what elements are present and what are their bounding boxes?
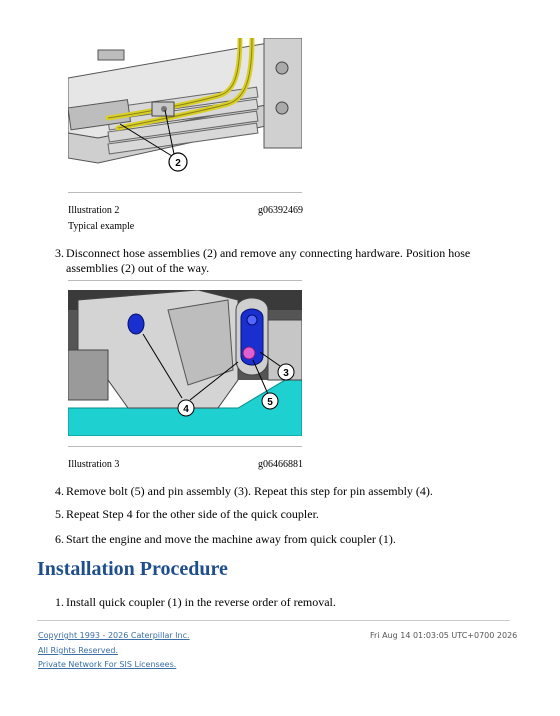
callout-4-label: 4 [183,404,189,415]
step-number: 1. [55,595,64,609]
step-6 [50,532,520,548]
step-text: Repeat Step 4 for the other side of the quick coupler. [66,507,319,521]
illustration-3-divider [68,446,302,447]
step-text: Install quick coupler (1) in the reverse order of removal. [66,595,336,609]
illustration-3-label: Illustration 3 [68,459,120,470]
step-text: Disconnect hose assemblies (2) and remove any connecting hardware. Position hose assemblies (2) out of the way. [66,246,471,275]
step-text: Remove bolt (5) and pin assembly (3). Repeat this step for pin assembly (4). [66,484,433,498]
footer-timestamp: Fri Aug 14 01:03:05 UTC+0700 2026 [370,631,518,640]
hose-assembly-drawing [68,38,302,188]
illustration-2-caption: Typical example [68,221,135,232]
callout-3-label: 3 [283,368,289,379]
step-number: 5. [55,507,64,521]
step-number: 3. [55,246,64,260]
step-3 [50,246,520,278]
illustration-3-top-divider [68,280,302,281]
callout-2-label: 2 [175,158,181,169]
step-5 [50,507,520,523]
installation-step-1 [50,595,520,611]
step-4 [50,484,520,500]
footer-divider [37,620,510,621]
illustration-2-image [68,38,302,188]
copyright-link[interactable]: Copyright 1993 - 2026 Caterpillar Inc. [38,631,190,640]
installation-heading: Installation Procedure [37,558,228,580]
step-text: Start the engine and move the machine away from quick coupler (1). [66,532,396,546]
private-network-link[interactable]: Private Network For SIS Licensees. [38,660,177,669]
illustration-2-code: g06392469 [258,205,303,216]
rights-link[interactable]: All Rights Reserved. [38,646,119,655]
illustration-2-divider [68,192,302,193]
illustration-3-image [68,290,302,436]
step-number: 4. [55,484,64,498]
illustration-2-label: Illustration 2 [68,205,120,216]
step-number: 6. [55,532,64,546]
callout-5-label: 5 [267,397,273,408]
pin-assembly-drawing [68,290,302,436]
illustration-3-code: g06466881 [258,459,303,470]
